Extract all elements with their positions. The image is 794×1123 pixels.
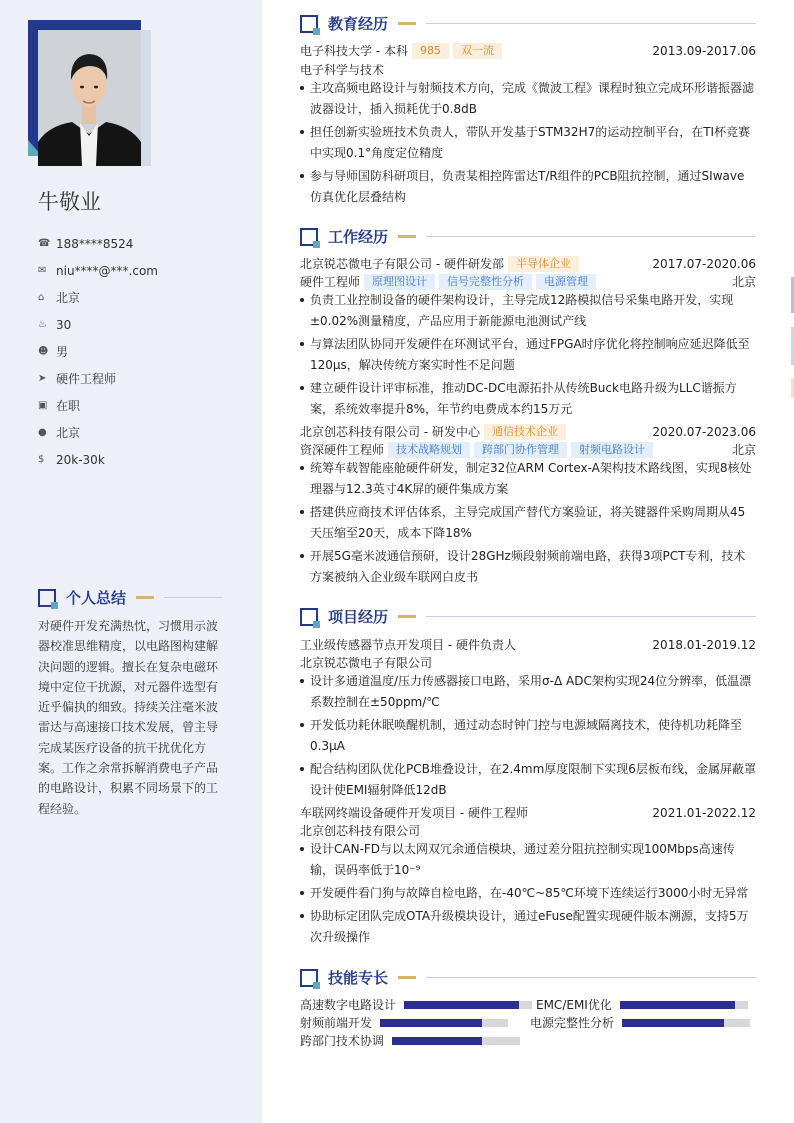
work-title: 工作经历 xyxy=(328,228,389,246)
skill-item xyxy=(300,1014,508,1031)
industry-tag: 通信技术企业 xyxy=(484,424,566,440)
summary-title: 个人总结 xyxy=(66,589,127,607)
skill-bar-fill xyxy=(622,1019,724,1027)
section-square-icon xyxy=(38,589,56,607)
job-location: 北京 xyxy=(731,275,756,289)
salary-value: 20k-30k xyxy=(56,452,105,467)
skill-item xyxy=(300,1032,520,1049)
job-bullets xyxy=(300,458,756,590)
skill-name: EMC/EMI优化 xyxy=(536,998,612,1012)
position-row xyxy=(38,365,158,392)
face-icon: ☻ xyxy=(38,346,49,357)
home-icon: ⌂ xyxy=(38,292,45,303)
skills-title: 技能专长 xyxy=(328,969,389,987)
mail-icon: ✉ xyxy=(38,265,47,276)
job-company: 北京锐芯微电子有限公司 - 硬件研发部 xyxy=(300,257,504,271)
skill-bar xyxy=(622,1019,750,1027)
send-icon: ➤ xyxy=(38,373,47,384)
skill-item xyxy=(536,996,748,1013)
divider xyxy=(426,616,756,617)
skill-name: 电源完整性分析 xyxy=(530,1016,615,1030)
education-row xyxy=(300,42,756,59)
work-header xyxy=(300,226,756,247)
gender-row xyxy=(38,338,158,365)
avatar xyxy=(38,30,141,166)
section-square-icon xyxy=(300,15,318,33)
skill-bar xyxy=(380,1019,508,1027)
list-item: 协助标定团队完成OTA升级模块设计，通过eFuse配置实现硬件版本溯源，支持5万次升级操作 xyxy=(300,906,756,948)
list-item: 统筹车载智能座舱硬件研发，制定32位ARM Cortex-A架构技术路线图，实现8核处理器与12.3英寸4K屏的硬件集成方案 xyxy=(300,458,756,500)
list-item: 开发硬件看门狗与故障自检电路，在-40℃~85℃环境下连续运行3000小时无异常 xyxy=(300,883,756,904)
education-header xyxy=(300,13,756,34)
job-role: 硬件工程师 xyxy=(300,275,361,289)
summary-text: 对硬件开发充满热忱，习惯用示波器校准思维精度，以电路图构建解决问题的逻辑。擅长在复杂电磁环境中定位干扰源，对元器件选型有近乎偏执的细致。持续关注毫米波雷达与高速接口技术发展，曾主导完成某医疗设备的抗干扰优化方案。工作之余常拆解消费电子产品的电路设计，积累不同场景下的工程经验。 xyxy=(38,619,219,816)
job-company: 北京创芯科技有限公司 - 研发中心 xyxy=(300,425,480,439)
gold-accent xyxy=(398,615,416,618)
salary-row xyxy=(38,446,158,473)
job-location: 北京 xyxy=(731,443,756,457)
education-date: 2013.09-2017.06 xyxy=(652,43,756,58)
section-square-icon xyxy=(300,608,318,626)
sidebar xyxy=(0,0,262,1123)
project-bullets xyxy=(300,671,756,803)
skills-header xyxy=(300,967,756,988)
skill-tag: 技术战略规划 xyxy=(388,442,470,458)
section-square-icon xyxy=(300,969,318,987)
skill-tag: 信号完整性分析 xyxy=(439,274,532,290)
age-row xyxy=(38,311,158,338)
list-item: 设计多通道温度/压力传感器接口电路，采用σ-Δ ADC架构实现24位分辨率，低温漂系数控制在±50ppm/℃ xyxy=(300,671,756,713)
job-role: 资深硬件工程师 xyxy=(300,443,385,457)
phone-value: 188****8524 xyxy=(56,236,134,251)
skill-tag: 射频电路设计 xyxy=(571,442,653,458)
job-company-row xyxy=(300,423,756,440)
candidate-name: 牛敬业 xyxy=(38,190,101,214)
gold-accent xyxy=(398,976,416,979)
phone-icon: ☎ xyxy=(38,238,51,249)
skill-item xyxy=(530,1014,750,1031)
list-item: 配合结构团队优化PCB堆叠设计，在2.4mm厚度限制下实现6层板布线，金属屏蔽罩设计使EMI辐射降低12dB xyxy=(300,759,756,801)
job-bullets xyxy=(300,290,756,422)
gold-accent xyxy=(136,596,154,599)
money-icon: $ xyxy=(38,454,45,465)
cake-icon: ♨ xyxy=(38,319,47,330)
position-value: 硬件工程师 xyxy=(56,372,117,386)
project-company-row xyxy=(300,654,756,671)
job-role-row xyxy=(300,273,756,290)
project-company: 北京锐芯微电子有限公司 xyxy=(300,656,433,670)
list-item: 与算法团队协同开发硬件在环测试平台，通过FPGA时序优化将控制响应延迟降低至120μs，解决传统方案实时性不足问题 xyxy=(300,334,756,376)
list-item: 设计CAN-FD与以太网双冗余通信模块，通过差分阻抗控制实现100Mbps高速传输，误码率低于10⁻⁹ xyxy=(300,839,756,881)
school-tag: 双一流 xyxy=(453,43,502,59)
projects-header xyxy=(300,606,756,627)
city-value: 北京 xyxy=(56,291,81,305)
list-item: 担任创新实验班技术负责人，带队开发基于STM32H7的运动控制平台，在TI杯竞赛中实现0.1°角度定位精度 xyxy=(300,122,756,164)
skill-bar-fill xyxy=(380,1019,482,1027)
skill-tag: 跨部门协作管理 xyxy=(474,442,567,458)
education-title: 教育经历 xyxy=(328,15,389,33)
divider xyxy=(426,236,756,237)
summary-header xyxy=(38,587,222,608)
list-item: 负责工业控制设备的硬件架构设计，主导完成12路模拟信号采集电路开发，实现±0.02%测量精度，产品应用于新能源电池测试产线 xyxy=(300,290,756,332)
phone-row xyxy=(38,230,158,257)
job-date: 2017.07-2020.06 xyxy=(652,256,756,271)
divider xyxy=(426,23,756,24)
gold-accent xyxy=(398,235,416,238)
skill-name: 射频前端开发 xyxy=(300,1016,373,1030)
section-square-icon xyxy=(300,228,318,246)
list-item: 参与导师国防科研项目，负责某相控阵雷达T/R组件的PCB阻抗控制，通过SIwave仿真优化层叠结构 xyxy=(300,166,756,208)
project-name: 车联网终端设备硬件开发项目 - 硬件工程师 xyxy=(300,806,528,820)
job-company-row xyxy=(300,255,756,272)
status-value: 在职 xyxy=(56,399,81,413)
school-tag: 985 xyxy=(412,43,449,59)
project-row xyxy=(300,636,756,653)
projects-title: 项目经历 xyxy=(328,608,389,626)
project-name: 工业级传感器节点开发项目 - 硬件负责人 xyxy=(300,638,516,652)
education-bullets xyxy=(300,78,756,210)
list-item: 搭建供应商技术评估体系，主导完成国产替代方案验证，将关键器件采购周期从45天压缩至20天，成本下降18% xyxy=(300,502,756,544)
skill-bar-fill xyxy=(392,1037,482,1045)
school-name: 电子科技大学 - 本科 xyxy=(300,44,408,58)
skill-name: 跨部门技术协调 xyxy=(300,1034,385,1048)
major: 电子科学与技术 xyxy=(300,63,385,77)
target-city-value: 北京 xyxy=(56,426,81,440)
email-value: niu****@***.com xyxy=(56,263,158,278)
location-pin-icon: ● xyxy=(38,427,47,438)
gender-value: 男 xyxy=(56,345,69,359)
skill-bar-fill xyxy=(404,1001,519,1009)
skill-bar xyxy=(404,1001,532,1009)
skill-tag: 电源管理 xyxy=(536,274,596,290)
major-row xyxy=(300,61,756,78)
project-date: 2021.01-2022.12 xyxy=(652,805,756,820)
gold-accent xyxy=(398,22,416,25)
skill-name: 高速数字电路设计 xyxy=(300,998,397,1012)
city-row xyxy=(38,284,158,311)
project-bullets xyxy=(300,839,756,950)
skill-bar xyxy=(392,1037,520,1045)
target-city-row xyxy=(38,419,158,446)
age-value: 30 xyxy=(56,317,72,332)
list-item: 开展5G毫米波通信预研，设计28GHz频段射频前端电路，获得3项PCT专利，技术方案被纳入企业级车联网白皮书 xyxy=(300,546,756,588)
list-item: 开发低功耗休眠唤醒机制，通过动态时钟门控与电源域隔离技术，使待机功耗降至0.3μA xyxy=(300,715,756,757)
divider xyxy=(426,977,756,978)
job-date: 2020.07-2023.06 xyxy=(652,424,756,439)
project-company-row xyxy=(300,822,756,839)
skill-bar xyxy=(620,1001,748,1009)
list-item: 建立硬件设计评审标准，推动DC-DC电源拓扑从传统Buck电路升级为LLC谐振方案，系统效率提升8%，年节约电费成本约15万元 xyxy=(300,378,756,420)
email-row xyxy=(38,257,158,284)
briefcase-icon: ▣ xyxy=(38,400,48,411)
divider xyxy=(164,597,222,598)
skill-item xyxy=(300,996,532,1013)
industry-tag: 半导体企业 xyxy=(508,256,579,272)
status-row xyxy=(38,392,158,419)
skill-bar-fill xyxy=(620,1001,735,1009)
list-item: 主攻高频电路设计与射频技术方向，完成《微波工程》课程时独立完成环形谐振器滤波器设计，插入损耗优于0.8dB xyxy=(300,78,756,120)
skill-tag: 原理图设计 xyxy=(364,274,435,290)
contact-info xyxy=(38,230,158,473)
project-date: 2018.01-2019.12 xyxy=(652,637,756,652)
job-role-row xyxy=(300,441,756,458)
project-company: 北京创芯科技有限公司 xyxy=(300,824,421,838)
project-row xyxy=(300,804,756,821)
